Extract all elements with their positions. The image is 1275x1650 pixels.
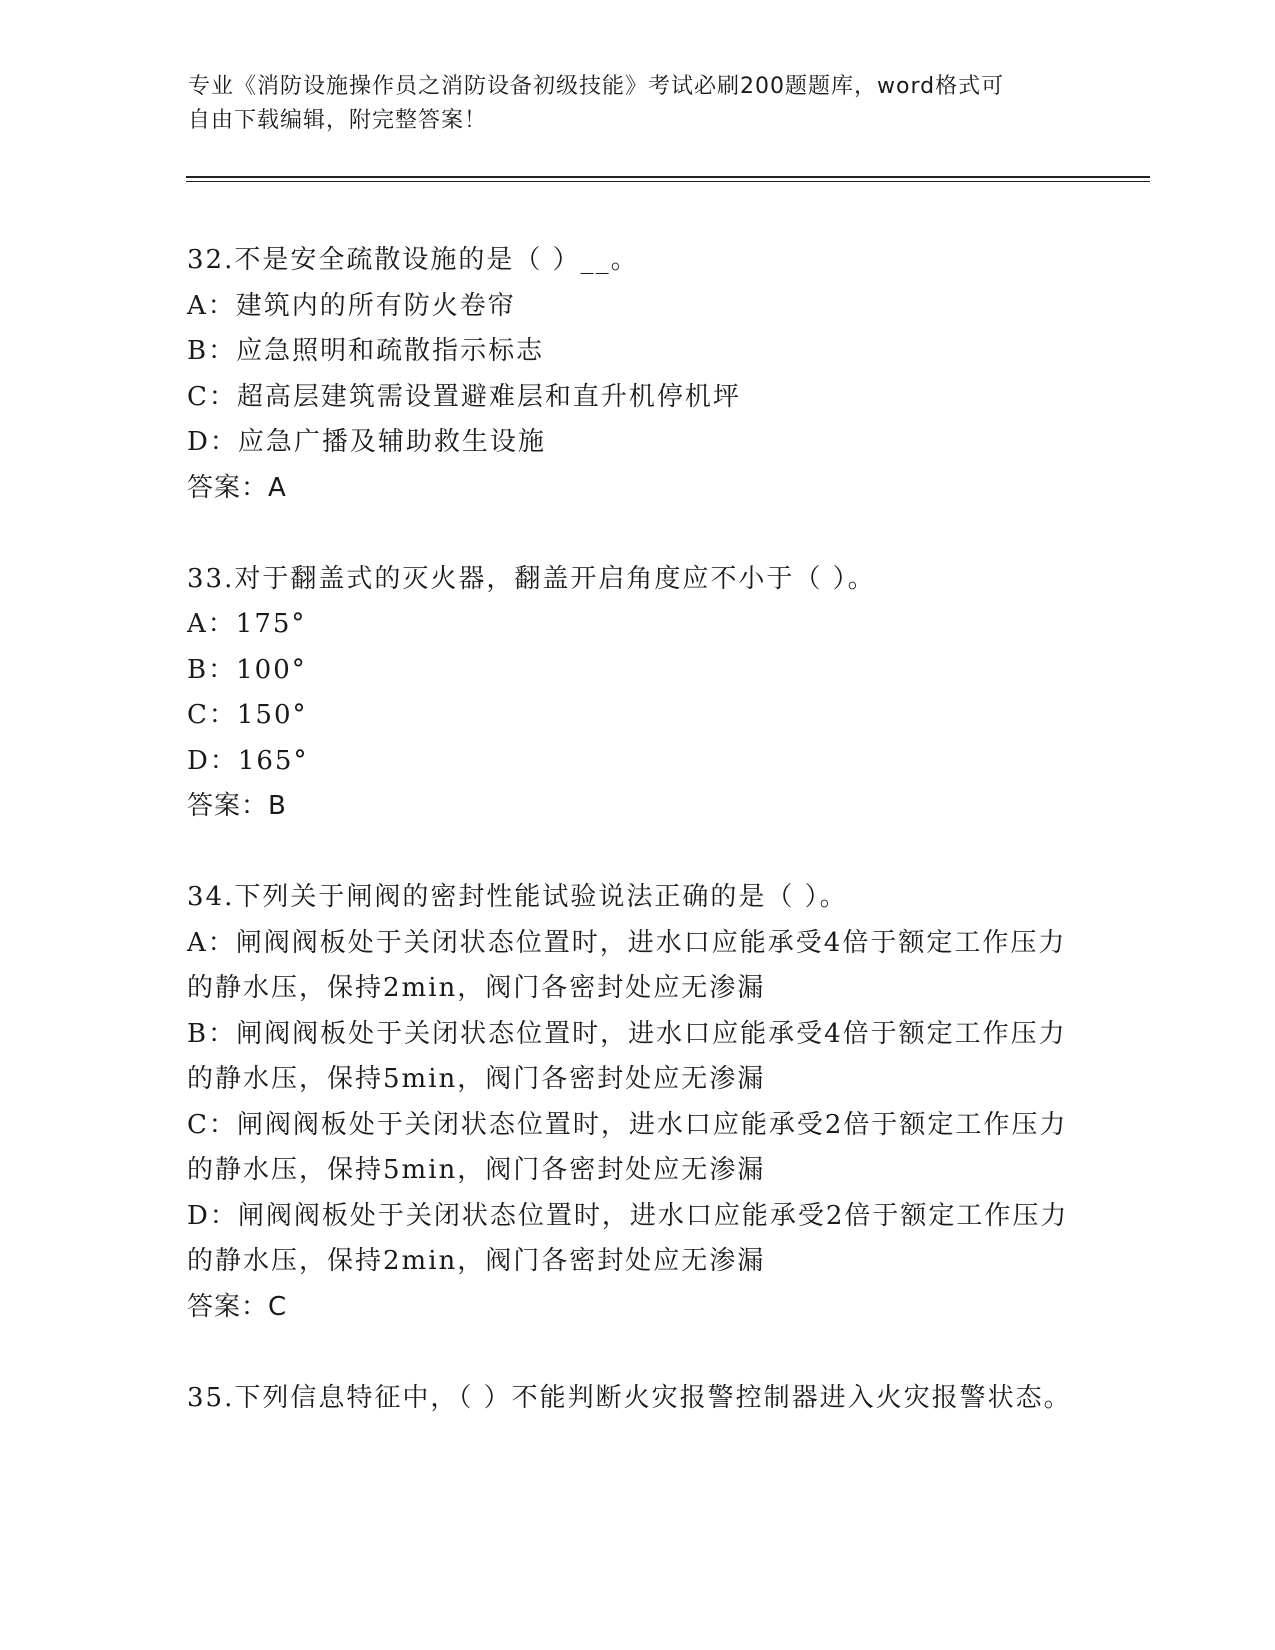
option-b: B：应急照明和疏散指示标志 [187,336,545,366]
answer-line: 答案：B [187,791,287,821]
question-32 [187,238,1087,511]
header-divider [186,176,1150,182]
question-33 [187,557,1087,830]
option-b: B：闸阀阀板处于关闭状态位置时，进水口应能承受4倍于额定工作压力的静水压，保持5min，阀门各密封处应无渗漏 [187,1018,1067,1094]
option-a: A：建筑内的所有防火卷帘 [187,290,516,321]
answer-line: 答案：C [187,1291,288,1322]
option-a: A：闸阀阀板处于关闭状态位置时，进水口应能承受4倍于额定工作压力的静水压，保持2min，阀门各密封处应无渗漏 [187,927,1067,1003]
question-35 [187,1376,1087,1422]
option-d: D：闸阀阀板处于关闭状态位置时，进水口应能承受2倍于额定工作压力的静水压，保持2min，阀门各密封处应无渗漏 [187,1200,1069,1276]
option-c: C：150° [187,700,308,730]
question-list [187,238,1087,1467]
option-d: D：应急广播及辅助救生设施 [187,427,546,457]
document-header [188,70,1068,138]
question-34 [187,875,1087,1330]
option-a: A：175° [187,609,307,639]
option-d: D：165° [187,745,309,776]
header-line-2: 自由下载编辑，附完整答案！ [188,108,488,133]
option-c: C：闸阀阀板处于关闭状态位置时，进水口应能承受2倍于额定工作压力的静水压，保持5min，阀门各密封处应无渗漏 [187,1109,1068,1185]
option-b: B：100° [187,654,307,685]
answer-line: 答案：A [187,472,287,503]
option-c: C：超高层建筑需设置避难层和直升机停机坪 [187,381,741,412]
question-stem: 35.下列信息特征中，（ ）不能判断火灾报警控制器进入火灾报警状态。 [187,1382,1072,1413]
question-stem: 32.不是安全疏散设施的是（ ）__。 [187,245,639,275]
question-stem: 33.对于翻盖式的灭火器，翻盖开启角度应不小于（ ）。 [187,563,876,594]
header-line-1: 专业《消防设施操作员之消防设备初级技能》考试必刷200题题库，word格式可 [188,74,1005,99]
question-stem: 34.下列关于闸阀的密封性能试验说法正确的是（ ）。 [187,882,848,912]
